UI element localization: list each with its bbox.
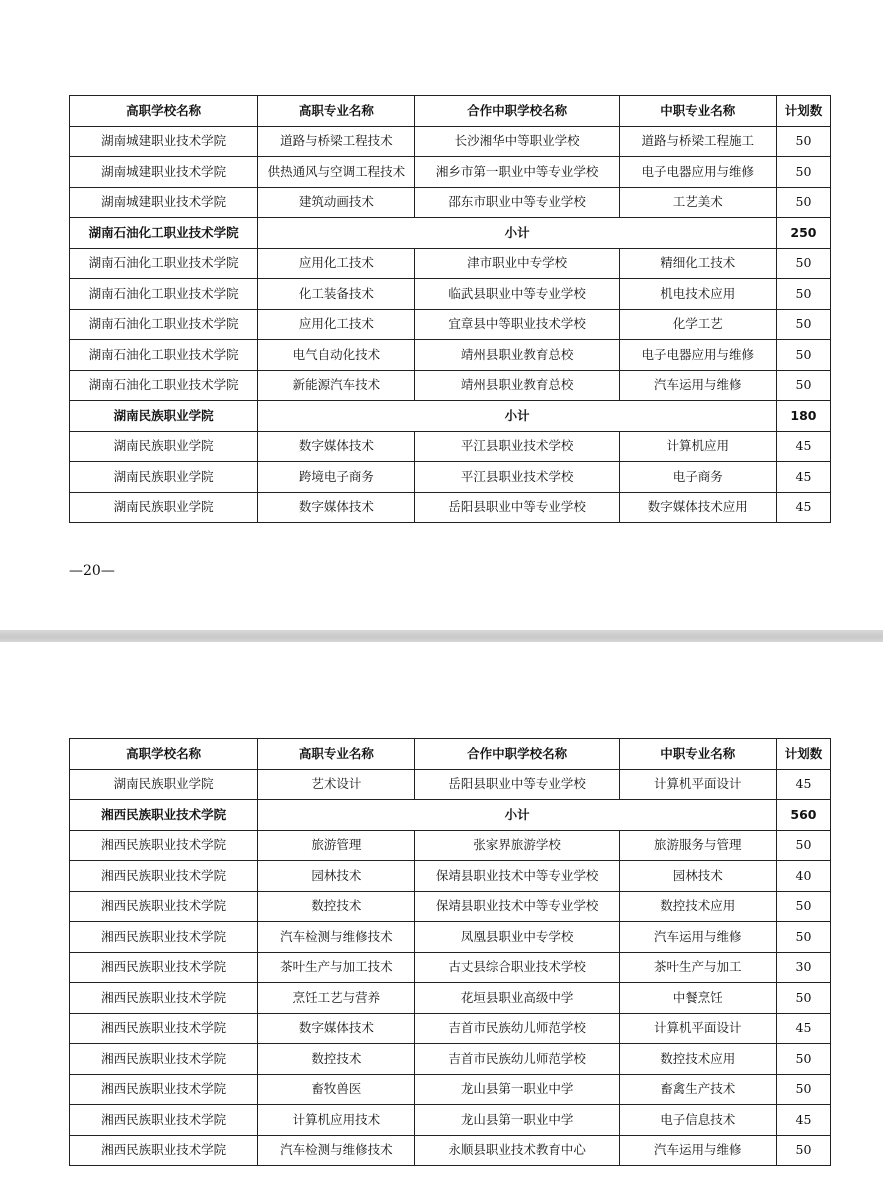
subtotal-row bbox=[70, 800, 831, 831]
header-vocational-college-name: 高职学校名称 bbox=[70, 739, 258, 770]
cell-partner-school-name: 临武县职业中等专业学校 bbox=[415, 279, 619, 310]
cell-plan-count: 50 bbox=[776, 157, 830, 188]
cell-vocational-college-name: 湖南城建职业技术学院 bbox=[70, 157, 258, 188]
cell-partner-school-name: 保靖县职业技术中等专业学校 bbox=[415, 891, 619, 922]
table-row bbox=[70, 1135, 831, 1166]
cell-college-major: 畜牧兽医 bbox=[258, 1074, 415, 1105]
cell-secondary-major: 计算机应用 bbox=[619, 431, 776, 462]
cell-vocational-college-name: 湖南石油化工职业技术学院 bbox=[70, 279, 258, 310]
header-plan-count: 计划数 bbox=[776, 96, 830, 127]
cell-vocational-college-name: 湘西民族职业技术学院 bbox=[70, 983, 258, 1014]
cell-college-major: 计算机应用技术 bbox=[258, 1105, 415, 1136]
cell-vocational-college-name: 湘西民族职业技术学院 bbox=[70, 891, 258, 922]
enrollment-table-page-20 bbox=[69, 95, 831, 523]
cell-vocational-college-name: 湘西民族职业技术学院 bbox=[70, 952, 258, 983]
subtotal-school-name: 湖南民族职业学院 bbox=[70, 401, 258, 432]
subtotal-count: 250 bbox=[776, 218, 830, 249]
cell-partner-school-name: 湘乡市第一职业中等专业学校 bbox=[415, 157, 619, 188]
cell-vocational-college-name: 湘西民族职业技术学院 bbox=[70, 1044, 258, 1075]
cell-plan-count: 50 bbox=[776, 1074, 830, 1105]
subtotal-label: 小计 bbox=[258, 401, 777, 432]
table-header-row bbox=[70, 96, 831, 127]
cell-partner-school-name: 花垣县职业高级中学 bbox=[415, 983, 619, 1014]
cell-college-major: 园林技术 bbox=[258, 861, 415, 892]
cell-plan-count: 50 bbox=[776, 279, 830, 310]
cell-secondary-major: 道路与桥梁工程施工 bbox=[619, 126, 776, 157]
cell-college-major: 供热通风与空调工程技术 bbox=[258, 157, 415, 188]
cell-vocational-college-name: 湖南石油化工职业技术学院 bbox=[70, 370, 258, 401]
cell-secondary-major: 电子商务 bbox=[619, 462, 776, 493]
table-row bbox=[70, 769, 831, 800]
header-plan-count: 计划数 bbox=[776, 739, 830, 770]
cell-college-major: 应用化工技术 bbox=[258, 309, 415, 340]
cell-partner-school-name: 龙山县第一职业中学 bbox=[415, 1105, 619, 1136]
table-row bbox=[70, 861, 831, 892]
table-row bbox=[70, 340, 831, 371]
cell-vocational-college-name: 湖南石油化工职业技术学院 bbox=[70, 309, 258, 340]
table-row bbox=[70, 891, 831, 922]
table-row bbox=[70, 279, 831, 310]
cell-college-major: 旅游管理 bbox=[258, 830, 415, 861]
header-partner-school-name: 合作中职学校名称 bbox=[415, 96, 619, 127]
cell-partner-school-name: 靖州县职业教育总校 bbox=[415, 370, 619, 401]
cell-partner-school-name: 岳阳县职业中等专业学校 bbox=[415, 769, 619, 800]
cell-college-major: 数字媒体技术 bbox=[258, 1013, 415, 1044]
cell-partner-school-name: 吉首市民族幼儿师范学校 bbox=[415, 1013, 619, 1044]
cell-college-major: 数字媒体技术 bbox=[258, 492, 415, 523]
cell-plan-count: 45 bbox=[776, 462, 830, 493]
cell-plan-count: 50 bbox=[776, 1044, 830, 1075]
cell-vocational-college-name: 湖南石油化工职业技术学院 bbox=[70, 340, 258, 371]
cell-plan-count: 30 bbox=[776, 952, 830, 983]
cell-secondary-major: 旅游服务与管理 bbox=[619, 830, 776, 861]
cell-vocational-college-name: 湖南城建职业技术学院 bbox=[70, 187, 258, 218]
cell-college-major: 跨境电子商务 bbox=[258, 462, 415, 493]
table-header-row bbox=[70, 739, 831, 770]
table-row bbox=[70, 187, 831, 218]
table-row bbox=[70, 157, 831, 188]
cell-vocational-college-name: 湘西民族职业技术学院 bbox=[70, 1135, 258, 1166]
cell-partner-school-name: 靖州县职业教育总校 bbox=[415, 340, 619, 371]
cell-plan-count: 50 bbox=[776, 922, 830, 953]
cell-partner-school-name: 保靖县职业技术中等专业学校 bbox=[415, 861, 619, 892]
cell-partner-school-name: 古丈县综合职业技术学校 bbox=[415, 952, 619, 983]
cell-college-major: 汽车检测与维修技术 bbox=[258, 1135, 415, 1166]
cell-vocational-college-name: 湖南民族职业学院 bbox=[70, 462, 258, 493]
cell-secondary-major: 电子电器应用与维修 bbox=[619, 340, 776, 371]
cell-plan-count: 45 bbox=[776, 769, 830, 800]
cell-partner-school-name: 平江县职业技术学校 bbox=[415, 431, 619, 462]
table-row bbox=[70, 309, 831, 340]
subtotal-school-name: 湘西民族职业技术学院 bbox=[70, 800, 258, 831]
cell-plan-count: 50 bbox=[776, 187, 830, 218]
header-secondary-major: 中职专业名称 bbox=[619, 739, 776, 770]
subtotal-row bbox=[70, 218, 831, 249]
table-row bbox=[70, 462, 831, 493]
cell-vocational-college-name: 湘西民族职业技术学院 bbox=[70, 1074, 258, 1105]
cell-secondary-major: 电子电器应用与维修 bbox=[619, 157, 776, 188]
cell-college-major: 化工装备技术 bbox=[258, 279, 415, 310]
table-row bbox=[70, 922, 831, 953]
cell-college-major: 电气自动化技术 bbox=[258, 340, 415, 371]
cell-secondary-major: 汽车运用与维修 bbox=[619, 1135, 776, 1166]
cell-plan-count: 50 bbox=[776, 830, 830, 861]
cell-secondary-major: 计算机平面设计 bbox=[619, 769, 776, 800]
cell-vocational-college-name: 湖南城建职业技术学院 bbox=[70, 126, 258, 157]
header-partner-school-name: 合作中职学校名称 bbox=[415, 739, 619, 770]
header-secondary-major: 中职专业名称 bbox=[619, 96, 776, 127]
subtotal-count: 560 bbox=[776, 800, 830, 831]
cell-partner-school-name: 龙山县第一职业中学 bbox=[415, 1074, 619, 1105]
cell-plan-count: 40 bbox=[776, 861, 830, 892]
cell-partner-school-name: 平江县职业技术学校 bbox=[415, 462, 619, 493]
cell-vocational-college-name: 湖南民族职业学院 bbox=[70, 492, 258, 523]
table-row bbox=[70, 431, 831, 462]
table-body bbox=[70, 96, 831, 523]
cell-partner-school-name: 津市职业中专学校 bbox=[415, 248, 619, 279]
cell-secondary-major: 机电技术应用 bbox=[619, 279, 776, 310]
header-college-major: 高职专业名称 bbox=[258, 739, 415, 770]
cell-plan-count: 50 bbox=[776, 340, 830, 371]
table-row bbox=[70, 370, 831, 401]
cell-secondary-major: 汽车运用与维修 bbox=[619, 922, 776, 953]
cell-secondary-major: 畜禽生产技术 bbox=[619, 1074, 776, 1105]
table-row bbox=[70, 248, 831, 279]
cell-plan-count: 45 bbox=[776, 1105, 830, 1136]
cell-college-major: 建筑动画技术 bbox=[258, 187, 415, 218]
cell-secondary-major: 精细化工技术 bbox=[619, 248, 776, 279]
cell-secondary-major: 汽车运用与维修 bbox=[619, 370, 776, 401]
header-vocational-college-name: 高职学校名称 bbox=[70, 96, 258, 127]
subtotal-count: 180 bbox=[776, 401, 830, 432]
table-row bbox=[70, 492, 831, 523]
cell-vocational-college-name: 湖南石油化工职业技术学院 bbox=[70, 248, 258, 279]
cell-plan-count: 45 bbox=[776, 1013, 830, 1044]
table-row bbox=[70, 952, 831, 983]
cell-secondary-major: 中餐烹饪 bbox=[619, 983, 776, 1014]
cell-secondary-major: 工艺美术 bbox=[619, 187, 776, 218]
table-row bbox=[70, 830, 831, 861]
cell-vocational-college-name: 湘西民族职业技术学院 bbox=[70, 830, 258, 861]
cell-plan-count: 50 bbox=[776, 370, 830, 401]
cell-vocational-college-name: 湖南民族职业学院 bbox=[70, 431, 258, 462]
cell-college-major: 茶叶生产与加工技术 bbox=[258, 952, 415, 983]
subtotal-label: 小计 bbox=[258, 800, 777, 831]
cell-secondary-major: 数字媒体技术应用 bbox=[619, 492, 776, 523]
cell-college-major: 汽车检测与维修技术 bbox=[258, 922, 415, 953]
cell-secondary-major: 化学工艺 bbox=[619, 309, 776, 340]
cell-vocational-college-name: 湘西民族职业技术学院 bbox=[70, 922, 258, 953]
cell-plan-count: 50 bbox=[776, 309, 830, 340]
cell-vocational-college-name: 湘西民族职业技术学院 bbox=[70, 1013, 258, 1044]
cell-college-major: 应用化工技术 bbox=[258, 248, 415, 279]
cell-secondary-major: 计算机平面设计 bbox=[619, 1013, 776, 1044]
cell-college-major: 数控技术 bbox=[258, 1044, 415, 1075]
table-row bbox=[70, 1013, 831, 1044]
cell-partner-school-name: 宜章县中等职业技术学校 bbox=[415, 309, 619, 340]
table-row bbox=[70, 983, 831, 1014]
subtotal-label: 小计 bbox=[258, 218, 777, 249]
cell-partner-school-name: 邵东市职业中等专业学校 bbox=[415, 187, 619, 218]
page-number: —20— bbox=[69, 563, 115, 579]
table-body bbox=[70, 739, 831, 1166]
cell-vocational-college-name: 湖南民族职业学院 bbox=[70, 769, 258, 800]
cell-partner-school-name: 张家界旅游学校 bbox=[415, 830, 619, 861]
table-row bbox=[70, 1044, 831, 1075]
cell-secondary-major: 茶叶生产与加工 bbox=[619, 952, 776, 983]
cell-college-major: 道路与桥梁工程技术 bbox=[258, 126, 415, 157]
cell-college-major: 艺术设计 bbox=[258, 769, 415, 800]
table-row bbox=[70, 1074, 831, 1105]
cell-college-major: 数控技术 bbox=[258, 891, 415, 922]
cell-secondary-major: 数控技术应用 bbox=[619, 1044, 776, 1075]
header-college-major: 高职专业名称 bbox=[258, 96, 415, 127]
subtotal-row bbox=[70, 401, 831, 432]
cell-plan-count: 50 bbox=[776, 248, 830, 279]
table-row bbox=[70, 126, 831, 157]
cell-plan-count: 50 bbox=[776, 1135, 830, 1166]
cell-plan-count: 50 bbox=[776, 891, 830, 922]
cell-partner-school-name: 岳阳县职业中等专业学校 bbox=[415, 492, 619, 523]
table-row bbox=[70, 1105, 831, 1136]
cell-vocational-college-name: 湘西民族职业技术学院 bbox=[70, 861, 258, 892]
cell-secondary-major: 园林技术 bbox=[619, 861, 776, 892]
cell-college-major: 数字媒体技术 bbox=[258, 431, 415, 462]
cell-partner-school-name: 永顺县职业技术教育中心 bbox=[415, 1135, 619, 1166]
cell-plan-count: 45 bbox=[776, 492, 830, 523]
cell-vocational-college-name: 湘西民族职业技术学院 bbox=[70, 1105, 258, 1136]
cell-plan-count: 50 bbox=[776, 126, 830, 157]
cell-partner-school-name: 凤凰县职业中专学校 bbox=[415, 922, 619, 953]
document-page-21 bbox=[0, 642, 883, 1189]
cell-secondary-major: 数控技术应用 bbox=[619, 891, 776, 922]
subtotal-school-name: 湖南石油化工职业技术学院 bbox=[70, 218, 258, 249]
enrollment-table-page-21 bbox=[69, 738, 831, 1166]
cell-secondary-major: 电子信息技术 bbox=[619, 1105, 776, 1136]
cell-college-major: 烹饪工艺与营养 bbox=[258, 983, 415, 1014]
cell-plan-count: 45 bbox=[776, 431, 830, 462]
cell-plan-count: 50 bbox=[776, 983, 830, 1014]
cell-college-major: 新能源汽车技术 bbox=[258, 370, 415, 401]
cell-partner-school-name: 吉首市民族幼儿师范学校 bbox=[415, 1044, 619, 1075]
cell-partner-school-name: 长沙湘华中等职业学校 bbox=[415, 126, 619, 157]
